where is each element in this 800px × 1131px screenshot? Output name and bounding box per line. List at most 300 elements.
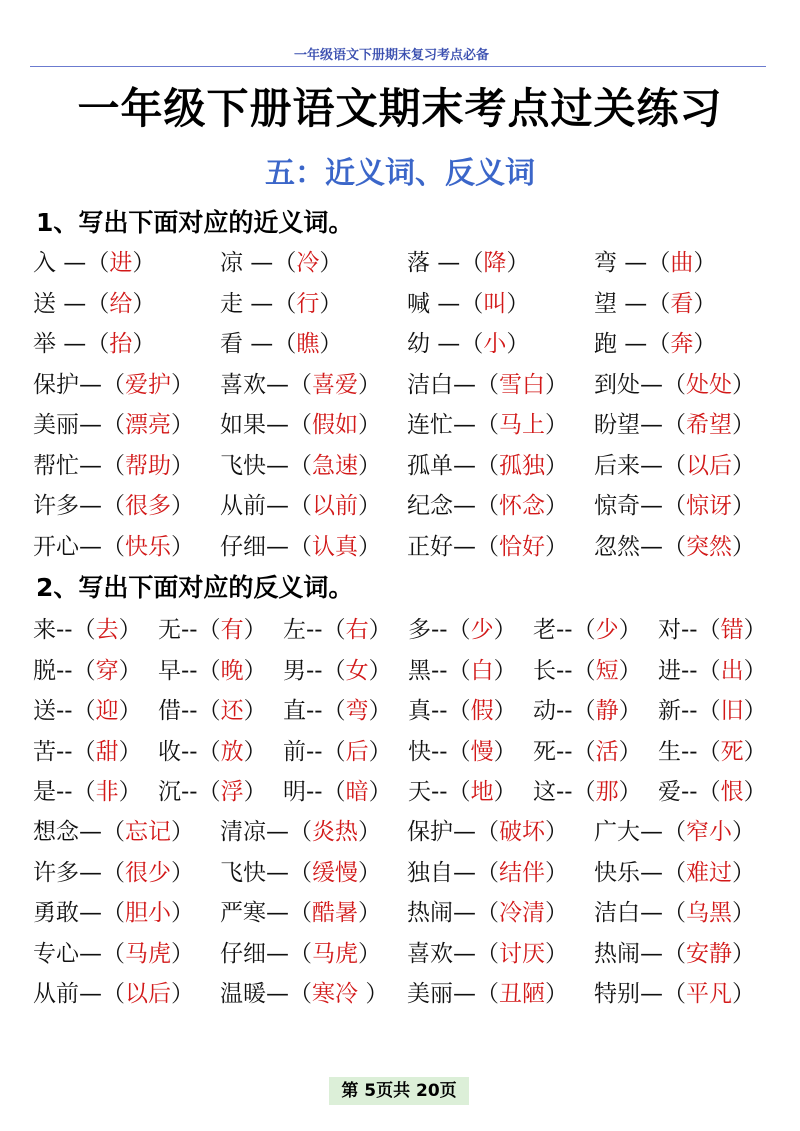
open-paren: （ [572, 657, 596, 684]
answer-word: 抬 [109, 331, 133, 357]
answer-word: 惊讶 [686, 493, 732, 519]
close-paren: ） [732, 493, 755, 519]
exercise-row [0, 652, 800, 690]
word-pair [33, 528, 194, 566]
close-paren: ） [618, 779, 642, 805]
close-paren: ） [732, 452, 755, 479]
prompt-word: 仔细— [220, 940, 289, 967]
answer-word: 慢 [470, 738, 494, 765]
close-paren: ） [368, 657, 392, 684]
answer-word: 少 [470, 617, 494, 643]
word-pair [283, 692, 392, 730]
answer-word: 迎 [95, 698, 119, 724]
word-pair [594, 975, 755, 1013]
word-pair [594, 285, 716, 323]
word-pair [220, 894, 381, 932]
close-paren: ） [693, 250, 717, 276]
answer-word: 放 [220, 738, 244, 765]
prompt-word: 许多— [33, 493, 102, 519]
close-paren: ） [368, 779, 392, 805]
answer-word: 漂亮 [125, 412, 171, 438]
close-paren: ） [358, 371, 381, 398]
answer-word: 马虎 [125, 940, 171, 967]
answer-word: 白 [470, 657, 494, 684]
open-paren: （ [647, 290, 671, 317]
close-paren: ） [171, 981, 194, 1007]
close-paren: ） [618, 617, 642, 643]
open-paren: （ [476, 859, 499, 886]
answer-word: 曲 [670, 250, 694, 276]
open-paren: （ [102, 940, 125, 967]
question-1-title: 1、写出下面对应的近义词。 [36, 208, 354, 237]
prompt-word: 进-- [658, 657, 698, 684]
answer-word: 穿 [95, 657, 119, 684]
answer-word: 静 [595, 698, 619, 724]
answer-word: 去 [95, 617, 119, 643]
open-paren: （ [322, 779, 346, 805]
prompt-word: 正好— [407, 533, 476, 560]
word-pair [594, 854, 755, 892]
exercise-row [0, 733, 800, 771]
close-paren: ） [493, 617, 517, 643]
answer-word: 喜爱 [312, 371, 358, 398]
answer-word: 以后 [686, 452, 732, 479]
close-paren: ） [732, 533, 755, 560]
answer-word: 活 [595, 738, 619, 765]
running-header: 一年级语文下册期末复习考点必备 [293, 48, 489, 63]
close-paren: ） [493, 779, 517, 805]
answer-word: 死 [720, 738, 744, 765]
answer-word: 寒冷 [312, 981, 366, 1007]
word-pair [283, 733, 392, 771]
close-paren: ） [732, 900, 755, 926]
answer-word: 假 [470, 698, 494, 724]
word-pair [407, 406, 568, 444]
close-paren: ） [506, 290, 530, 317]
close-paren: ） [618, 657, 642, 684]
answer-word: 甜 [95, 738, 119, 765]
prompt-word: 后来— [594, 452, 663, 479]
close-paren: ） [732, 371, 755, 398]
answer-word: 进 [109, 250, 133, 276]
word-pair [33, 611, 142, 649]
exercise-row [0, 406, 800, 444]
close-paren: ） [118, 738, 142, 765]
close-paren: ） [358, 533, 381, 560]
prompt-word: 独自— [407, 859, 476, 886]
prompt-word: 快乐— [594, 859, 663, 886]
answer-word: 很少 [125, 859, 171, 886]
open-paren: （ [86, 250, 110, 276]
word-pair [33, 244, 155, 282]
exercise-row [0, 366, 800, 404]
word-pair [594, 935, 755, 973]
open-paren: （ [697, 617, 721, 643]
close-paren: ） [545, 859, 568, 886]
prompt-word: 严寒— [220, 900, 289, 926]
open-paren: （ [289, 371, 312, 398]
answer-word: 冷 [296, 250, 320, 276]
question-2-title: 2、写出下面对应的反义词。 [36, 573, 354, 602]
close-paren: ） [493, 698, 517, 724]
word-pair [594, 487, 755, 525]
prompt-word: 对-- [658, 617, 698, 643]
prompt-word: 无-- [158, 617, 198, 643]
answer-word: 非 [95, 779, 119, 805]
open-paren: （ [289, 819, 312, 845]
close-paren: ） [545, 940, 568, 967]
close-paren: ） [732, 940, 755, 967]
close-paren: ） [118, 779, 142, 805]
prompt-word: 苦-- [33, 738, 73, 765]
prompt-word: 飞快— [220, 452, 289, 479]
open-paren: （ [476, 412, 499, 438]
word-pair [33, 935, 194, 973]
answer-word: 地 [470, 779, 494, 805]
prompt-word: 动-- [533, 698, 573, 724]
answer-word: 缓慢 [312, 859, 358, 886]
prompt-word: 忽然— [594, 533, 663, 560]
close-paren: ） [171, 900, 194, 926]
close-paren: ） [732, 819, 755, 845]
open-paren: （ [647, 250, 671, 276]
prompt-word: 美丽— [33, 412, 102, 438]
open-paren: （ [273, 290, 297, 317]
prompt-word: 男-- [283, 657, 323, 684]
prompt-word: 弯 — [594, 250, 648, 276]
word-pair [407, 366, 568, 404]
prompt-word: 纪念— [407, 493, 476, 519]
answer-word: 瞧 [296, 331, 320, 357]
open-paren: （ [86, 290, 110, 317]
answer-word: 希望 [686, 412, 732, 438]
open-paren: （ [447, 657, 471, 684]
word-pair [533, 773, 642, 811]
prompt-word: 仔细— [220, 533, 289, 560]
word-pair [594, 894, 755, 932]
answer-word: 错 [720, 617, 744, 643]
open-paren: （ [476, 819, 499, 845]
close-paren: ） [545, 900, 568, 926]
prompt-word: 送-- [33, 698, 73, 724]
close-paren: ） [358, 452, 381, 479]
open-paren: （ [697, 779, 721, 805]
close-paren: ） [506, 250, 530, 276]
prompt-word: 专心— [33, 940, 102, 967]
answer-word: 马上 [499, 412, 545, 438]
open-paren: （ [663, 940, 686, 967]
prompt-word: 清凉— [220, 819, 289, 845]
prompt-word: 幼 — [407, 331, 461, 357]
word-pair [33, 447, 194, 485]
prompt-word: 许多— [33, 859, 102, 886]
open-paren: （ [572, 698, 596, 724]
answer-word: 那 [595, 779, 619, 805]
word-pair [220, 285, 342, 323]
answer-word: 怀念 [499, 493, 545, 519]
close-paren: ） [732, 412, 755, 438]
prompt-word: 多-- [408, 617, 448, 643]
close-paren: ） [693, 331, 717, 357]
close-paren: ） [171, 859, 194, 886]
open-paren: （ [102, 900, 125, 926]
word-pair [33, 325, 155, 363]
word-pair [533, 652, 642, 690]
exercise-row [0, 611, 800, 649]
word-pair [407, 528, 568, 566]
close-paren: ） [618, 698, 642, 724]
prompt-word: 借-- [158, 698, 198, 724]
open-paren: （ [476, 533, 499, 560]
open-paren: （ [460, 331, 484, 357]
answer-word: 看 [670, 290, 694, 317]
open-paren: （ [572, 617, 596, 643]
prompt-word: 老-- [533, 617, 573, 643]
prompt-word: 新-- [658, 698, 698, 724]
open-paren: （ [197, 738, 221, 765]
answer-word: 冷清 [499, 900, 545, 926]
close-paren: ） [132, 331, 156, 357]
word-pair [594, 325, 716, 363]
prompt-word: 沉-- [158, 779, 198, 805]
word-pair [407, 285, 529, 323]
prompt-word: 这-- [533, 779, 573, 805]
answer-word: 突然 [686, 533, 732, 560]
word-pair [407, 935, 568, 973]
close-paren: ） [545, 412, 568, 438]
word-pair [158, 611, 267, 649]
close-paren: ） [132, 250, 156, 276]
prompt-word: 喊 — [407, 290, 461, 317]
word-pair [594, 244, 716, 282]
open-paren: （ [572, 738, 596, 765]
open-paren: （ [663, 533, 686, 560]
word-pair [408, 692, 517, 730]
open-paren: （ [102, 533, 125, 560]
close-paren: ） [319, 290, 343, 317]
word-pair [533, 611, 642, 649]
prompt-word: 前-- [283, 738, 323, 765]
close-paren: ） [506, 331, 530, 357]
word-pair [33, 487, 194, 525]
word-pair [407, 447, 568, 485]
prompt-word: 帮忙— [33, 452, 102, 479]
close-paren: ） [743, 617, 767, 643]
word-pair [407, 975, 568, 1013]
prompt-word: 望 — [594, 290, 648, 317]
close-paren: ） [171, 452, 194, 479]
answer-word: 叫 [483, 290, 507, 317]
word-pair [658, 733, 767, 771]
answer-word: 右 [345, 617, 369, 643]
word-pair [33, 366, 194, 404]
answer-word: 马虎 [312, 940, 358, 967]
open-paren: （ [72, 617, 96, 643]
open-paren: （ [322, 698, 346, 724]
open-paren: （ [197, 779, 221, 805]
open-paren: （ [197, 617, 221, 643]
prompt-word: 举 — [33, 331, 87, 357]
open-paren: （ [663, 452, 686, 479]
open-paren: （ [476, 371, 499, 398]
word-pair [220, 854, 381, 892]
word-pair [158, 692, 267, 730]
answer-word: 平凡 [686, 981, 732, 1007]
word-pair [158, 773, 267, 811]
open-paren: （ [697, 738, 721, 765]
open-paren: （ [476, 940, 499, 967]
section-title: 五：近义词、反义词 [265, 156, 535, 191]
close-paren: ） [243, 738, 267, 765]
open-paren: （ [102, 452, 125, 479]
close-paren: ） [618, 738, 642, 765]
open-paren: （ [289, 981, 312, 1007]
word-pair [283, 652, 392, 690]
open-paren: （ [197, 657, 221, 684]
prompt-word: 从前— [220, 493, 289, 519]
close-paren: ） [243, 657, 267, 684]
prompt-word: 飞快— [220, 859, 289, 886]
close-paren: ） [319, 250, 343, 276]
answer-word: 以前 [312, 493, 358, 519]
exercise-row [0, 487, 800, 525]
answer-word: 帮助 [125, 452, 171, 479]
close-paren: ） [545, 452, 568, 479]
open-paren: （ [697, 698, 721, 724]
open-paren: （ [289, 940, 312, 967]
prompt-word: 美丽— [407, 981, 476, 1007]
prompt-word: 喜欢— [407, 940, 476, 967]
open-paren: （ [86, 331, 110, 357]
answer-word: 奔 [670, 331, 694, 357]
close-paren: ） [693, 290, 717, 317]
close-paren: ） [358, 859, 381, 886]
open-paren: （ [102, 412, 125, 438]
answer-word: 雪白 [499, 371, 545, 398]
answer-word: 爱护 [125, 371, 171, 398]
answer-word: 结伴 [499, 859, 545, 886]
word-pair [407, 854, 568, 892]
open-paren: （ [102, 819, 125, 845]
answer-word: 难过 [686, 859, 732, 886]
open-paren: （ [197, 698, 221, 724]
word-pair [408, 773, 517, 811]
prompt-word: 跑 — [594, 331, 648, 357]
prompt-word: 温暖— [220, 981, 289, 1007]
answer-word: 窄小 [686, 819, 732, 845]
word-pair [220, 935, 381, 973]
open-paren: （ [273, 331, 297, 357]
prompt-word: 送 — [33, 290, 87, 317]
prompt-word: 到处— [594, 371, 663, 398]
close-paren: ） [368, 617, 392, 643]
open-paren: （ [322, 738, 346, 765]
answer-word: 认真 [312, 533, 358, 560]
word-pair [33, 692, 142, 730]
prompt-word: 收-- [158, 738, 198, 765]
prompt-word: 是-- [33, 779, 73, 805]
exercise-row [0, 528, 800, 566]
exercise-row [0, 894, 800, 932]
open-paren: （ [476, 900, 499, 926]
answer-word: 忘记 [125, 819, 171, 845]
word-pair [220, 244, 342, 282]
prompt-word: 勇敢— [33, 900, 102, 926]
word-pair [658, 773, 767, 811]
word-pair [594, 813, 755, 851]
answer-word: 少 [595, 617, 619, 643]
answer-word: 处处 [686, 371, 732, 398]
close-paren: ） [358, 900, 381, 926]
close-paren: ） [732, 859, 755, 886]
word-pair [33, 406, 194, 444]
open-paren: （ [289, 493, 312, 519]
open-paren: （ [447, 698, 471, 724]
answer-word: 行 [296, 290, 320, 317]
prompt-word: 洁白— [407, 371, 476, 398]
open-paren: （ [663, 493, 686, 519]
open-paren: （ [72, 657, 96, 684]
word-pair [407, 325, 529, 363]
close-paren: ） [118, 657, 142, 684]
prompt-word: 如果— [220, 412, 289, 438]
open-paren: （ [289, 900, 312, 926]
close-paren: ） [171, 493, 194, 519]
word-pair [658, 692, 767, 730]
close-paren: ） [743, 779, 767, 805]
close-paren: ） [171, 940, 194, 967]
answer-word: 安静 [686, 940, 732, 967]
answer-word: 急速 [312, 452, 358, 479]
prompt-word: 凉 — [220, 250, 274, 276]
word-pair [220, 447, 381, 485]
close-paren: ） [743, 657, 767, 684]
prompt-word: 特别— [594, 981, 663, 1007]
close-paren: ） [545, 819, 568, 845]
open-paren: （ [476, 493, 499, 519]
prompt-word: 从前— [33, 981, 102, 1007]
open-paren: （ [102, 493, 125, 519]
answer-word: 酷暑 [312, 900, 358, 926]
open-paren: （ [102, 981, 125, 1007]
prompt-word: 盼望— [594, 412, 663, 438]
answer-word: 胆小 [125, 900, 171, 926]
word-pair [408, 611, 517, 649]
prompt-word: 广大— [594, 819, 663, 845]
word-pair [658, 652, 767, 690]
answer-word: 有 [220, 617, 244, 643]
word-pair [158, 652, 267, 690]
answer-word: 旧 [720, 698, 744, 724]
close-paren: ） [368, 698, 392, 724]
prompt-word: 连忙— [407, 412, 476, 438]
open-paren: （ [663, 859, 686, 886]
prompt-word: 直-- [283, 698, 323, 724]
word-pair [33, 733, 142, 771]
word-pair [408, 733, 517, 771]
word-pair [33, 773, 142, 811]
exercise-row [0, 447, 800, 485]
close-paren: ） [493, 738, 517, 765]
close-paren: ） [243, 617, 267, 643]
exercise-row [0, 325, 800, 363]
open-paren: （ [72, 738, 96, 765]
answer-word: 还 [220, 698, 244, 724]
close-paren: ） [319, 331, 343, 357]
prompt-word: 真-- [408, 698, 448, 724]
exercise-row [0, 244, 800, 282]
close-paren: ） [118, 698, 142, 724]
